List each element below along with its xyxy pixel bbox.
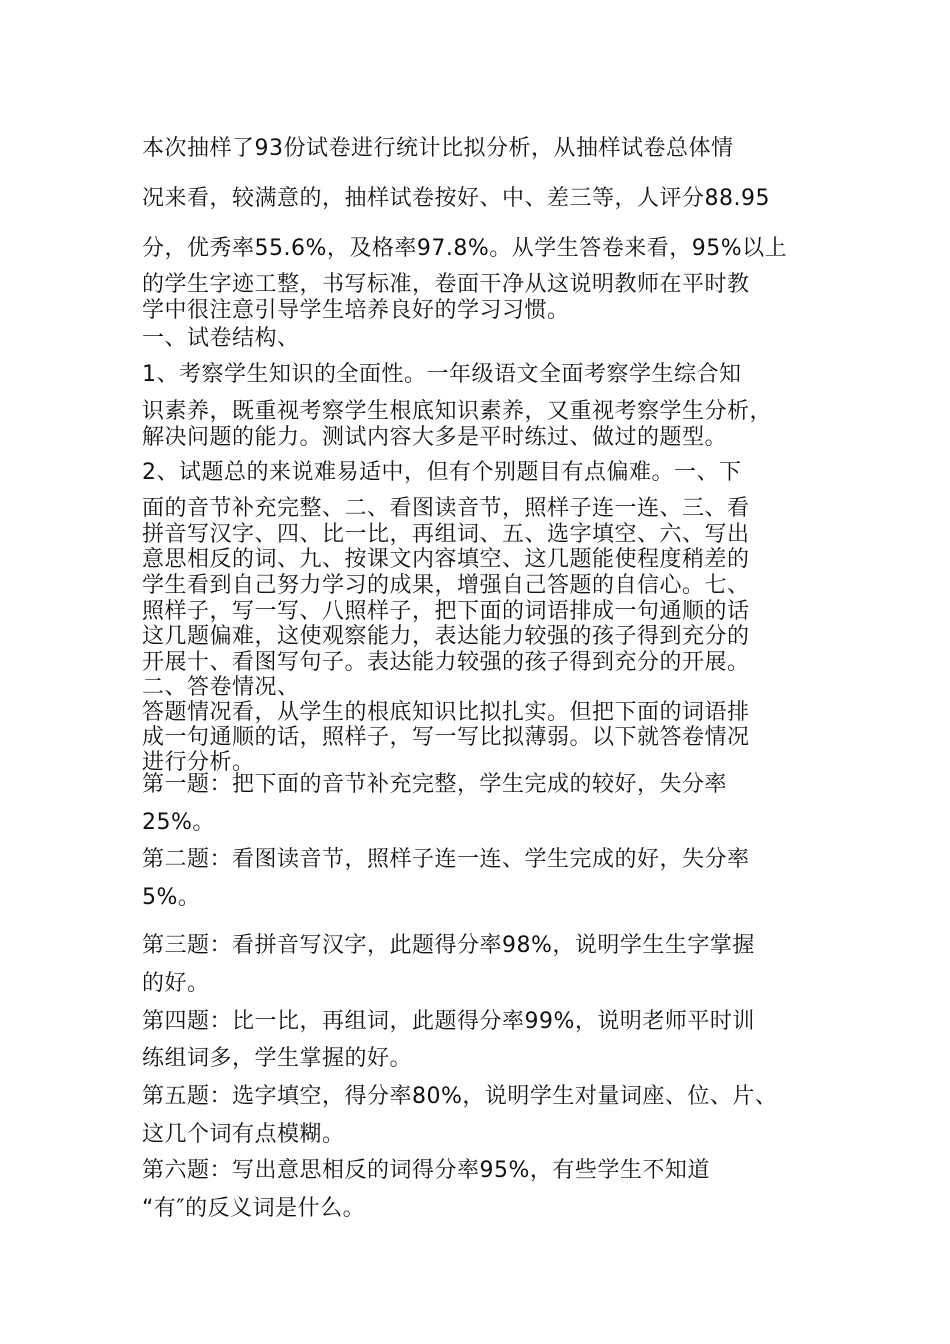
paragraph-line: 第六题：写出意思相反的词得分率95%，有些学生不知道 <box>142 1158 710 1183</box>
paragraph-line: “有″的反义词是什么。 <box>142 1196 366 1221</box>
paragraph-line: 25%。 <box>142 810 215 835</box>
paragraph-line: 5%。 <box>142 885 201 910</box>
paragraph-line: 开展十、看图写句子。表达能力较强的孩子得到充分的开展。 <box>142 650 750 675</box>
section-heading: 二、答卷情况、 <box>142 675 300 700</box>
paragraph-line: 拼音写汉字、四、比一比，再组词、五、选字填空、六、写出 <box>142 522 750 547</box>
paragraph-line: 的好。 <box>142 971 210 996</box>
paragraph-line: 面的音节补充完整、二、看图读音节，照样子连一连、三、看 <box>142 496 750 521</box>
paragraph-line: 练组词多，学生掌握的好。 <box>142 1046 413 1071</box>
paragraph-line: 第二题：看图读音节，照样子连一连、学生完成的好，失分率 <box>142 847 750 872</box>
paragraph-line: 照样子，写一写、八照样子，把下面的词语排成一句通顺的话 <box>142 599 750 624</box>
paragraph-line: 学中很注意引导学生培养良好的学习习惯。 <box>142 298 570 323</box>
paragraph-line: 分，优秀率55.6%，及格率97.8%。从学生答卷来看，95%以上 <box>142 236 788 261</box>
paragraph-line: 第三题：看拼音写汉字，此题得分率98%，说明学生生字掌握 <box>142 933 755 958</box>
paragraph-line: 第五题：选字填空，得分率80%，说明学生对量词座、位、片、 <box>142 1084 778 1109</box>
paragraph-line: 这几个词有点模糊。 <box>142 1122 345 1147</box>
paragraph-line: 的学生字迹工整，书写标准，卷面干净从这说明教师在平时教 <box>142 272 750 297</box>
paragraph-line: 这几题偏难，这使观察能力，表达能力较强的孩子得到充分的 <box>142 624 750 649</box>
paragraph-line: 解决问题的能力。测试内容大多是平时练过、做过的题型。 <box>142 425 728 450</box>
paragraph-line: 意思相反的词、九、按课文内容填空、这几题能使程度稍差的 <box>142 547 750 572</box>
paragraph-line: 1、考察学生知识的全面性。一年级语文全面考察学生综合知 <box>142 362 742 387</box>
paragraph-line: 况来看，较满意的，抽样试卷按好、中、差三等，人评分88.95 <box>142 186 770 211</box>
paragraph-line: 2、试题总的来说难易适中，但有个别题目有点偏难。一、下 <box>142 460 742 485</box>
paragraph-line: 识素养，既重视考察学生根底知识素养，又重视考察学生分析， <box>142 399 773 424</box>
paragraph-line: 本次抽样了93份试卷进行统计比拟分析，从抽样试卷总体情 <box>142 136 734 161</box>
paragraph-line: 第四题：比一比，再组词，此题得分率99%，说明老师平时训 <box>142 1009 755 1034</box>
paragraph-line: 成一句通顺的话，照样子，写一写比拟薄弱。以下就答卷情况 <box>142 725 750 750</box>
paragraph-line: 答题情况看，从学生的根底知识比拟扎实。但把下面的词语排 <box>142 700 750 725</box>
paragraph-line: 进行分析。 <box>142 750 255 775</box>
paragraph-line: 第一题：把下面的音节补充完整，学生完成的较好，失分率 <box>142 772 728 797</box>
section-heading: 一、试卷结构、 <box>142 326 300 351</box>
paragraph-line: 学生看到自己努力学习的成果，增强自己答题的自信心。七、 <box>142 573 750 598</box>
